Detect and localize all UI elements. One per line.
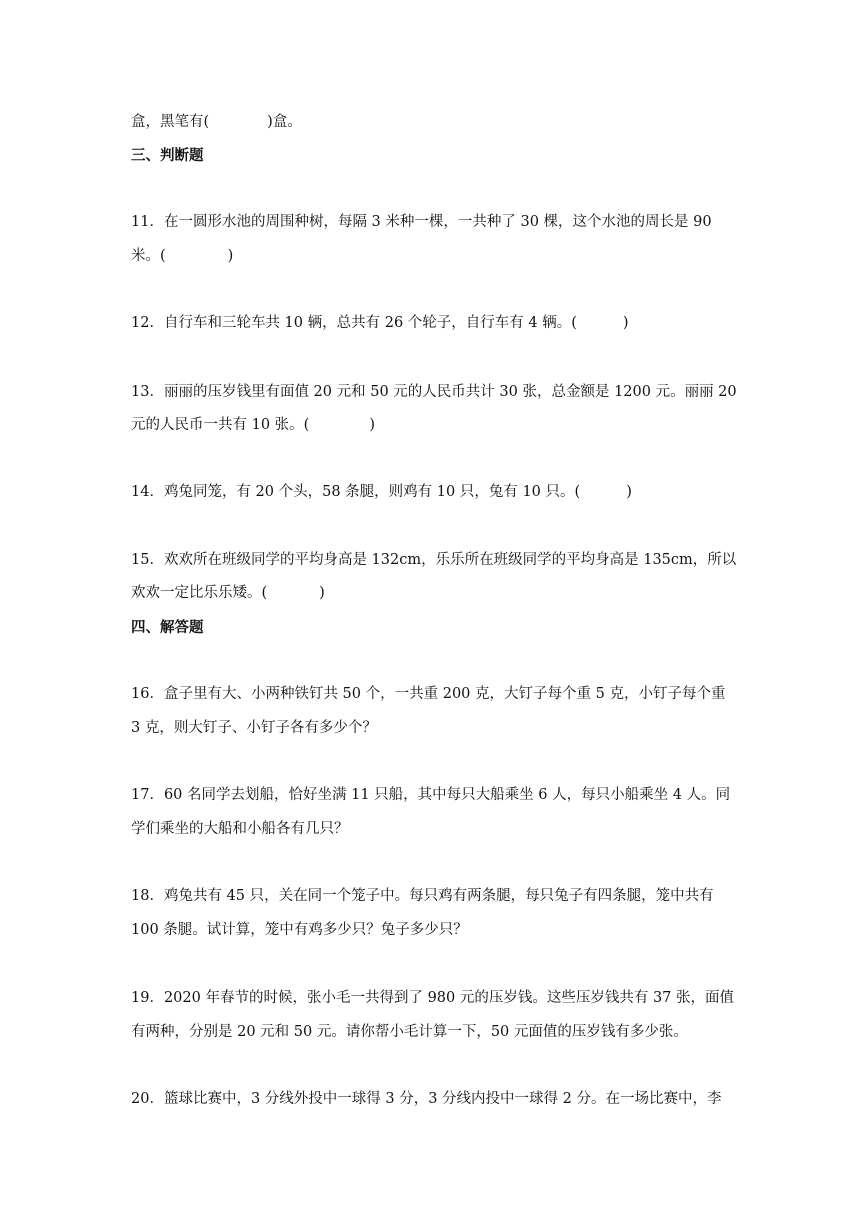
- intro-text-after: )盒。: [267, 114, 302, 130]
- question-18-line-1: 18．鸡兔共有 45 只，关在同一个笼子中。每只鸡有两条腿，每只兔子有四条腿，笼中共有: [131, 888, 714, 904]
- intro-line: [131, 112, 302, 132]
- question-15-text: 欢欢一定比乐乐矮。(: [131, 585, 268, 601]
- section-4-heading: 四、解答题: [131, 619, 204, 636]
- question-18-line-2: 100 条腿。试计算，笼中有鸡多少只？兔子多少只？: [131, 922, 468, 938]
- question-14-text: 14．鸡兔同笼，有 20 个头，58 条腿，则鸡有 10 只，兔有 10 只。(: [131, 484, 581, 500]
- question-15-line-1: 15．欢欢所在班级同学的平均身高是 132cm，乐乐所在班级同学的平均身高是 135cm，所以: [131, 552, 737, 568]
- question-12-close-paren: ): [622, 315, 629, 331]
- question-15-close-paren: ): [319, 585, 325, 601]
- question-11-line-1: 11．在一圆形水池的周围种树，每隔 3 米种一棵，一共种了 30 棵，这个水池的周长是 90: [131, 214, 712, 230]
- question-16-line-1: 16．盒子里有大、小两种铁钉共 50 个，一共重 200 克，大钉子每个重 5 克，小钉子每个重: [131, 686, 726, 702]
- question-20-line-1: 20．篮球比赛中，3 分线外投中一球得 3 分，3 分线内投中一球得 2 分。在一场比赛中，李: [131, 1091, 722, 1107]
- question-14: [131, 482, 632, 502]
- intro-text-before: 盒，黑笔有(: [131, 114, 210, 130]
- question-11-line-2: [131, 246, 233, 266]
- question-19-line-1: 19．2020 年春节的时候，张小毛一共得到了 980 元的压岁钱。这些压岁钱共有 37 张，面值: [131, 990, 735, 1006]
- question-13-text: 元的人民币一共有 10 张。(: [131, 417, 310, 433]
- question-15-line-2: [131, 583, 325, 603]
- question-13-line-2: [131, 415, 375, 435]
- question-16-line-2: 3 克，则大钉子、小钉子各有多少个？: [131, 720, 377, 736]
- question-19-line-2: 有两种，分别是 20 元和 50 元。请你帮小毛计算一下，50 元面值的压岁钱有多少张。: [131, 1024, 688, 1040]
- question-12-text: 12．自行车和三轮车共 10 辆，总共有 26 个轮子，自行车有 4 辆。(: [131, 315, 577, 331]
- question-17-line-2: 学们乘坐的大船和小船各有几只？: [131, 821, 349, 837]
- question-11-close-paren: ): [227, 248, 234, 264]
- question-13-line-1: 13．丽丽的压岁钱里有面值 20 元和 50 元的人民币共计 30 张，总金额是 1200 元。丽丽 20: [131, 384, 737, 400]
- question-12: [131, 313, 629, 333]
- section-3-heading: 三、判断题: [131, 147, 204, 164]
- question-17-line-1: 17．60 名同学去划船，恰好坐满 11 只船，其中每只大船乘坐 6 人，每只小船乘坐 4 人。同: [131, 787, 731, 803]
- question-14-close-paren: ): [626, 484, 632, 500]
- question-11-text: 米。(: [131, 248, 166, 264]
- question-13-close-paren: ): [369, 417, 375, 433]
